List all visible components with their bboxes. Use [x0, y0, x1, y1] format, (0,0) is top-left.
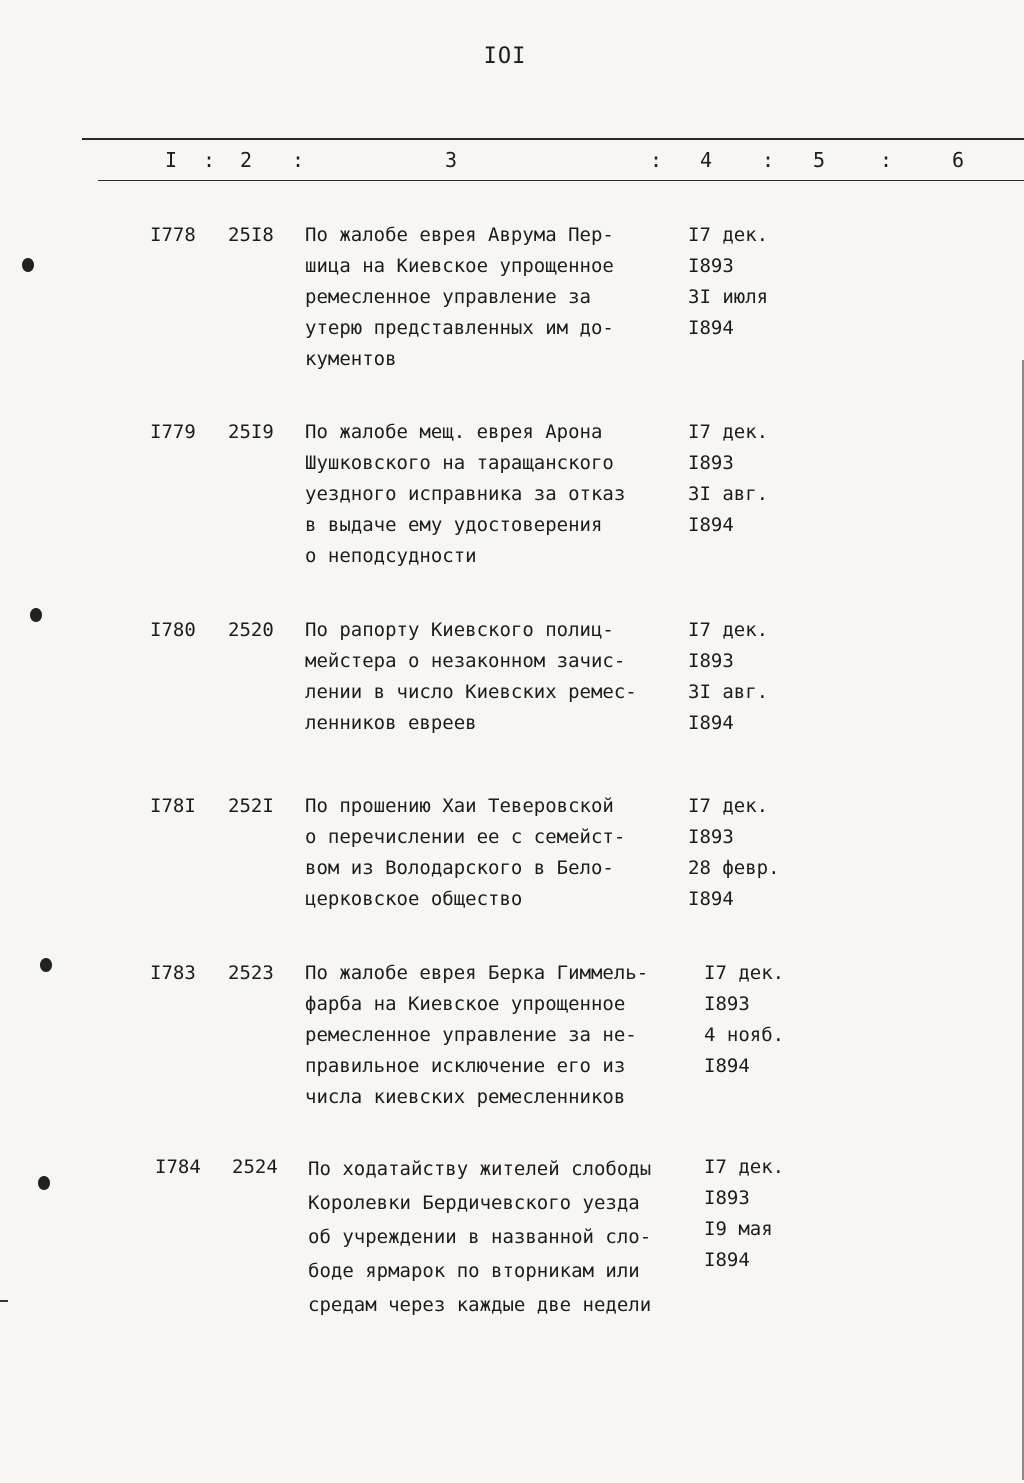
description-line: уездного исправника за отказ — [305, 483, 626, 505]
column-header-5: 5 — [813, 148, 826, 172]
description-line: об учреждении в названной сло- — [308, 1226, 652, 1248]
date-line: I893 — [704, 993, 750, 1015]
entry-number: I778 — [150, 224, 196, 246]
description-line: вом из Володарского в Бело- — [305, 857, 614, 879]
entry-dates — [704, 958, 784, 1082]
punch-hole-mark — [22, 258, 34, 272]
date-line: I7 дек. — [688, 421, 769, 443]
date-line: I7 дек. — [704, 1156, 785, 1178]
date-line: I894 — [688, 888, 734, 910]
date-line: I7 дек. — [704, 962, 785, 984]
column-header-2: 2 — [240, 148, 253, 172]
column-separator: : — [762, 148, 775, 172]
entry-code: 2523 — [228, 962, 274, 984]
date-line: I894 — [704, 1249, 750, 1271]
description-line: По жалобе мещ. еврея Арона — [305, 421, 603, 443]
description-line: шица на Киевское упрощенное — [305, 255, 614, 277]
description-line: боде ярмарок по вторникам или — [308, 1260, 640, 1282]
description-line: По ходатайству жителей слободы — [308, 1158, 652, 1180]
description-line: мейстера о незаконном зачис- — [305, 650, 626, 672]
description-line: По жалобе еврея Берка Гиммель- — [305, 962, 649, 984]
description-line: ленников евреев — [305, 712, 477, 734]
description-line: ремесленное управление за не- — [305, 1024, 637, 1046]
description-line: По жалобе еврея Аврума Пер- — [305, 224, 614, 246]
description-line: о перечислении ее с семейст- — [305, 826, 626, 848]
entry-number: I784 — [155, 1156, 201, 1178]
entry-code: 2520 — [228, 619, 274, 641]
entry-description — [305, 791, 697, 915]
date-line: I893 — [688, 650, 734, 672]
entry-number: I78I — [150, 795, 196, 817]
entry-dates — [688, 615, 768, 739]
column-header-row — [0, 148, 1024, 176]
punch-hole-mark — [38, 1176, 50, 1190]
description-line: кументов — [305, 348, 397, 370]
date-line: I9 мая — [704, 1218, 773, 1240]
date-line: I893 — [688, 452, 734, 474]
date-line: I893 — [688, 255, 734, 277]
entry-description — [305, 417, 697, 572]
date-line: 3I июля — [688, 286, 769, 308]
entry-number: I779 — [150, 421, 196, 443]
description-line: По рапорту Киевского полиц- — [305, 619, 614, 641]
entry-description — [305, 615, 697, 739]
column-header-4: 4 — [700, 148, 713, 172]
entry-number: I780 — [150, 619, 196, 641]
entry-code: 25I8 — [228, 224, 274, 246]
column-header-1: I — [165, 148, 178, 172]
date-line: I894 — [688, 712, 734, 734]
scan-edge-mark — [0, 1300, 8, 1302]
description-line: утерю представленных им до- — [305, 317, 614, 339]
description-line: правильное исключение его из — [305, 1055, 626, 1077]
description-line: По прошению Хаи Теверовской — [305, 795, 614, 817]
date-line: I7 дек. — [688, 619, 769, 641]
column-separator: : — [650, 148, 663, 172]
header-bottom-rule — [98, 180, 1024, 181]
date-line: 3I авг. — [688, 483, 769, 505]
description-line: средам через каждые две недели — [308, 1294, 652, 1316]
column-separator: : — [203, 148, 216, 172]
description-line: в выдаче ему удостоверения — [305, 514, 603, 536]
entry-code: 252I — [228, 795, 274, 817]
description-line: Шушковского на таращанского — [305, 452, 614, 474]
entry-description — [305, 958, 697, 1113]
entry-code: 2524 — [232, 1156, 278, 1178]
column-header-6: 6 — [952, 148, 965, 172]
entry-dates — [688, 791, 780, 915]
entry-code: 25I9 — [228, 421, 274, 443]
entry-description — [305, 220, 697, 375]
entry-dates — [688, 220, 768, 344]
date-line: I894 — [688, 514, 734, 536]
entry-dates — [704, 1152, 784, 1276]
date-line: I7 дек. — [688, 795, 769, 817]
description-line: церковское общество — [305, 888, 523, 910]
description-line: Королевки Бердичевского уезда — [308, 1192, 640, 1214]
date-line: 28 февр. — [688, 857, 780, 879]
column-separator: : — [880, 148, 893, 172]
entry-number: I783 — [150, 962, 196, 984]
date-line: 4 нояб. — [704, 1024, 785, 1046]
date-line: I7 дек. — [688, 224, 769, 246]
punch-hole-mark — [40, 958, 52, 972]
description-line: числа киевских ремесленников — [305, 1086, 626, 1108]
description-line: ремесленное управление за — [305, 286, 591, 308]
page-number: IOI — [483, 44, 527, 69]
description-line: фарба на Киевское упрощенное — [305, 993, 626, 1015]
date-line: I893 — [688, 826, 734, 848]
date-line: I894 — [704, 1055, 750, 1077]
date-line: 3I авг. — [688, 681, 769, 703]
entry-description — [308, 1152, 700, 1322]
column-separator: : — [292, 148, 305, 172]
header-top-rule — [82, 138, 1024, 140]
entry-dates — [688, 417, 768, 541]
description-line: о неподсудности — [305, 545, 477, 567]
date-line: I893 — [704, 1187, 750, 1209]
column-header-3: 3 — [445, 148, 458, 172]
punch-hole-mark — [30, 608, 42, 622]
date-line: I894 — [688, 317, 734, 339]
description-line: лении в число Киевских ремес- — [305, 681, 637, 703]
